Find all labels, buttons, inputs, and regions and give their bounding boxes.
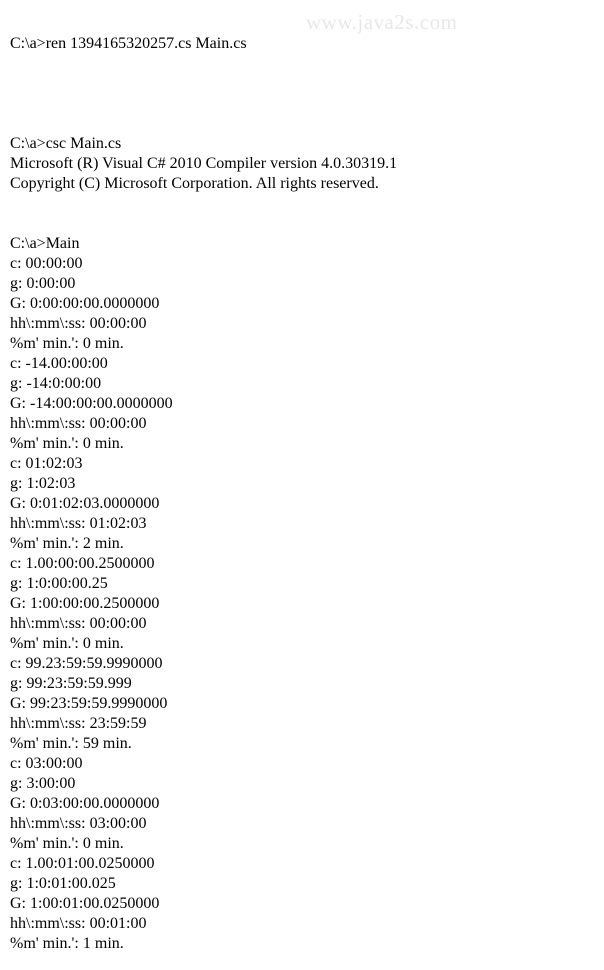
output-line: hh\:mm\:ss: 23:59:59 <box>10 715 147 732</box>
output-line: c: 01:02:03 <box>10 455 83 472</box>
run-block <box>10 234 594 954</box>
output-line: hh\:mm\:ss: 01:02:03 <box>10 515 147 532</box>
output-line: G: 0:00:00:00.0000000 <box>10 295 160 312</box>
output-line: hh\:mm\:ss: 03:00:00 <box>10 815 147 832</box>
output-line: g: 1:0:00:00.25 <box>10 575 108 592</box>
output-line: G: 1:00:01:00.0250000 <box>10 895 160 912</box>
output-line: c: 1.00:01:00.0250000 <box>10 855 155 872</box>
output-line: hh\:mm\:ss: 00:01:00 <box>10 915 147 932</box>
output-line: c: 03:00:00 <box>10 755 83 772</box>
copyright-line: Copyright (C) Microsoft Corporation. All rights reserved. <box>10 175 379 192</box>
watermark-text: www.java2s.com <box>306 10 458 34</box>
rename-command-line: C:\a>ren 1394165320257.cs Main.cs <box>10 35 247 52</box>
output-line: c: 1.00:00:00.2500000 <box>10 555 155 572</box>
output-line: g: 1:02:03 <box>10 475 76 492</box>
output-line: G: 0:01:02:03.0000000 <box>10 495 160 512</box>
output-line: c: 99.23:59:59.9990000 <box>10 655 163 672</box>
compile-command-line: C:\a>csc Main.cs <box>10 135 122 152</box>
output-line: %m' min.': 0 min. <box>10 335 124 352</box>
output-line: %m' min.': 2 min. <box>10 535 124 552</box>
output-line: c: 00:00:00 <box>10 255 83 272</box>
output-line: g: 99:23:59:59.999 <box>10 675 132 692</box>
output-line: %m' min.': 1 min. <box>10 935 124 952</box>
compile-block <box>10 134 594 194</box>
output-line: g: 0:00:00 <box>10 275 76 292</box>
output-line: hh\:mm\:ss: 00:00:00 <box>10 315 147 332</box>
output-line: g: -14:0:00:00 <box>10 375 102 392</box>
rename-block <box>10 34 594 54</box>
output-line: hh\:mm\:ss: 00:00:00 <box>10 415 147 432</box>
output-line: G: 99:23:59:59.9990000 <box>10 695 168 712</box>
output-line: g: 1:0:01:00.025 <box>10 875 116 892</box>
compiler-banner-line: Microsoft (R) Visual C# 2010 Compiler version 4.0.30319.1 <box>10 155 398 172</box>
run-command-line: C:\a>Main <box>10 235 80 252</box>
output-line: hh\:mm\:ss: 00:00:00 <box>10 615 147 632</box>
output-line: G: 0:03:00:00.0000000 <box>10 795 160 812</box>
program-output <box>10 254 594 954</box>
output-line: %m' min.': 0 min. <box>10 635 124 652</box>
output-line: g: 3:00:00 <box>10 775 76 792</box>
output-line: G: -14:00:00:00.0000000 <box>10 395 173 412</box>
output-line: %m' min.': 59 min. <box>10 735 132 752</box>
output-line: %m' min.': 0 min. <box>10 835 124 852</box>
output-line: %m' min.': 0 min. <box>10 435 124 452</box>
output-line: G: 1:00:00:00.2500000 <box>10 595 160 612</box>
output-line: c: -14.00:00:00 <box>10 355 108 372</box>
